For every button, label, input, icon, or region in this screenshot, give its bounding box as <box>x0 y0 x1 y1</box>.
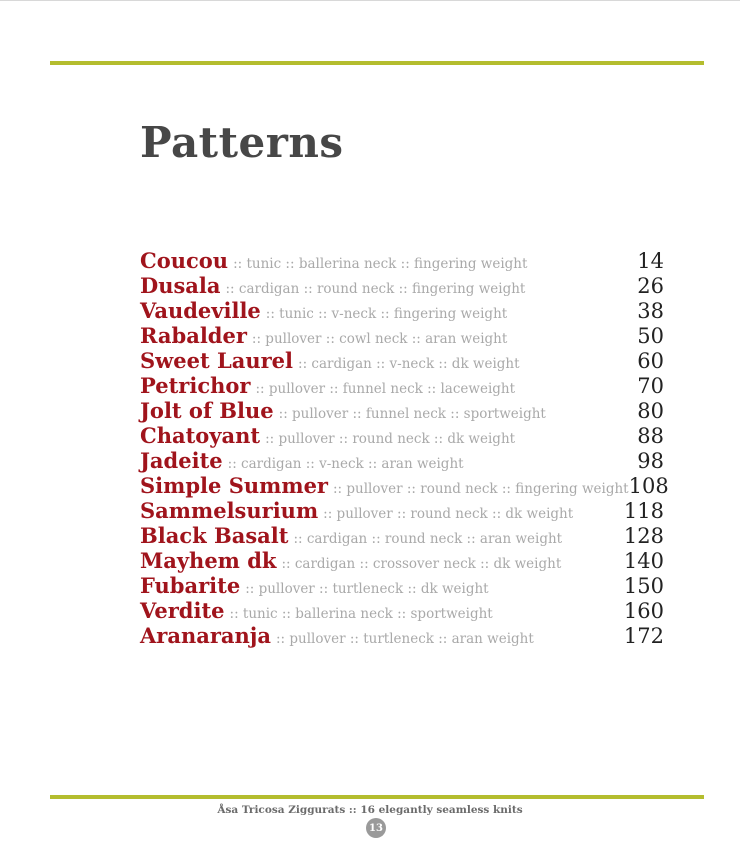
pattern-entry-label <box>140 598 493 623</box>
pattern-entry-label <box>140 248 527 273</box>
pattern-name[interactable]: Jolt of Blue <box>140 398 274 423</box>
pattern-name[interactable]: Sammelsurium <box>140 498 319 523</box>
pattern-name[interactable]: Jadeite <box>140 448 223 473</box>
pattern-entry-label <box>140 298 507 323</box>
pattern-description: :: tunic :: v-neck :: fingering weight <box>265 306 508 322</box>
pattern-name[interactable]: Black Basalt <box>140 523 289 548</box>
pattern-page-number: 26 <box>637 274 664 298</box>
pattern-page-number: 172 <box>623 624 664 648</box>
pattern-list <box>140 248 669 648</box>
pattern-entry-label <box>140 473 629 498</box>
pattern-page-number: 70 <box>637 374 664 398</box>
pattern-name[interactable]: Aranaranja <box>140 623 271 648</box>
pattern-entry[interactable] <box>140 548 664 573</box>
page-title: Patterns <box>140 118 344 167</box>
pattern-page-number: 50 <box>637 324 664 348</box>
pattern-description: :: cardigan :: v-neck :: dk weight <box>298 356 520 372</box>
pattern-entry[interactable] <box>140 498 664 523</box>
pattern-name[interactable]: Vaudeville <box>140 298 261 323</box>
pattern-page-number: 118 <box>623 499 664 523</box>
pattern-description: :: tunic :: ballerina neck :: fingering weight <box>233 256 528 272</box>
pattern-page-number: 38 <box>637 299 664 323</box>
top-accent-rule <box>50 61 704 65</box>
pattern-description: :: cardigan :: crossover neck :: dk weight <box>281 556 562 572</box>
pattern-entry-label <box>140 573 489 598</box>
pattern-description: :: pullover :: funnel neck :: sportweight <box>278 406 546 422</box>
pattern-description: :: pullover :: turtleneck :: aran weight <box>275 631 534 647</box>
pattern-description: :: pullover :: round neck :: dk weight <box>323 506 574 522</box>
pattern-entry[interactable] <box>140 348 664 373</box>
pattern-description: :: pullover :: round neck :: dk weight <box>265 431 516 447</box>
pattern-entry-label <box>140 398 546 423</box>
pattern-page-number: 128 <box>623 524 664 548</box>
pattern-name[interactable]: Chatoyant <box>140 423 261 448</box>
pattern-entry-label <box>140 448 464 473</box>
pattern-entry-label <box>140 498 573 523</box>
pattern-description: :: pullover :: funnel neck :: laceweight <box>255 381 516 397</box>
pattern-entry-label <box>140 348 520 373</box>
pattern-page-number: 60 <box>637 349 664 373</box>
pattern-entry[interactable] <box>140 423 664 448</box>
pattern-entry-label <box>140 423 515 448</box>
pattern-description: :: pullover :: cowl neck :: aran weight <box>251 331 508 347</box>
pattern-name[interactable]: Fubarite <box>140 573 241 598</box>
pattern-name[interactable]: Rabalder <box>140 323 247 348</box>
pattern-name[interactable]: Dusala <box>140 273 221 298</box>
page-top-edge <box>0 0 740 1</box>
pattern-page-number: 108 <box>628 474 669 498</box>
pattern-description: :: cardigan :: round neck :: fingering weight <box>225 281 526 297</box>
pattern-entry[interactable] <box>140 298 664 323</box>
pattern-name[interactable]: Mayhem dk <box>140 548 277 573</box>
pattern-name[interactable]: Verdite <box>140 598 225 623</box>
pattern-entry[interactable] <box>140 248 664 273</box>
pattern-entry-label <box>140 523 562 548</box>
pattern-page-number: 140 <box>623 549 664 573</box>
pattern-entry-label <box>140 548 561 573</box>
pattern-name[interactable]: Simple Summer <box>140 473 328 498</box>
pattern-entry-label <box>140 373 515 398</box>
pattern-entry[interactable] <box>140 373 664 398</box>
pattern-page-number: 88 <box>637 424 664 448</box>
pattern-entry-label <box>140 273 525 298</box>
pattern-entry[interactable] <box>140 473 669 498</box>
pattern-page-number: 150 <box>623 574 664 598</box>
pattern-page-number: 80 <box>637 399 664 423</box>
pattern-name[interactable]: Coucou <box>140 248 229 273</box>
pattern-entry[interactable] <box>140 323 664 348</box>
pattern-entry-label <box>140 623 534 648</box>
page-number-badge: 13 <box>366 818 386 838</box>
pattern-name[interactable]: Sweet Laurel <box>140 348 294 373</box>
pattern-description: :: cardigan :: v-neck :: aran weight <box>227 456 464 472</box>
pattern-page-number: 160 <box>623 599 664 623</box>
footer-book-title: Åsa Tricosa Ziggurats :: 16 elegantly seamless knits <box>217 804 523 816</box>
pattern-entry[interactable] <box>140 273 664 298</box>
pattern-entry[interactable] <box>140 398 664 423</box>
pattern-page-number: 14 <box>637 249 664 273</box>
bottom-accent-rule <box>50 795 704 799</box>
pattern-entry-label <box>140 323 507 348</box>
pattern-entry[interactable] <box>140 448 664 473</box>
pattern-description: :: tunic :: ballerina neck :: sportweight <box>229 606 493 622</box>
pattern-entry[interactable] <box>140 573 664 598</box>
pattern-description: :: cardigan :: round neck :: aran weight <box>293 531 563 547</box>
pattern-name[interactable]: Petrichor <box>140 373 251 398</box>
pattern-page-number: 98 <box>637 449 664 473</box>
pattern-description: :: pullover :: round neck :: fingering weight <box>333 481 629 497</box>
pattern-entry[interactable] <box>140 598 664 623</box>
pattern-entry[interactable] <box>140 523 664 548</box>
pattern-description: :: pullover :: turtleneck :: dk weight <box>245 581 489 597</box>
pattern-entry[interactable] <box>140 623 664 648</box>
